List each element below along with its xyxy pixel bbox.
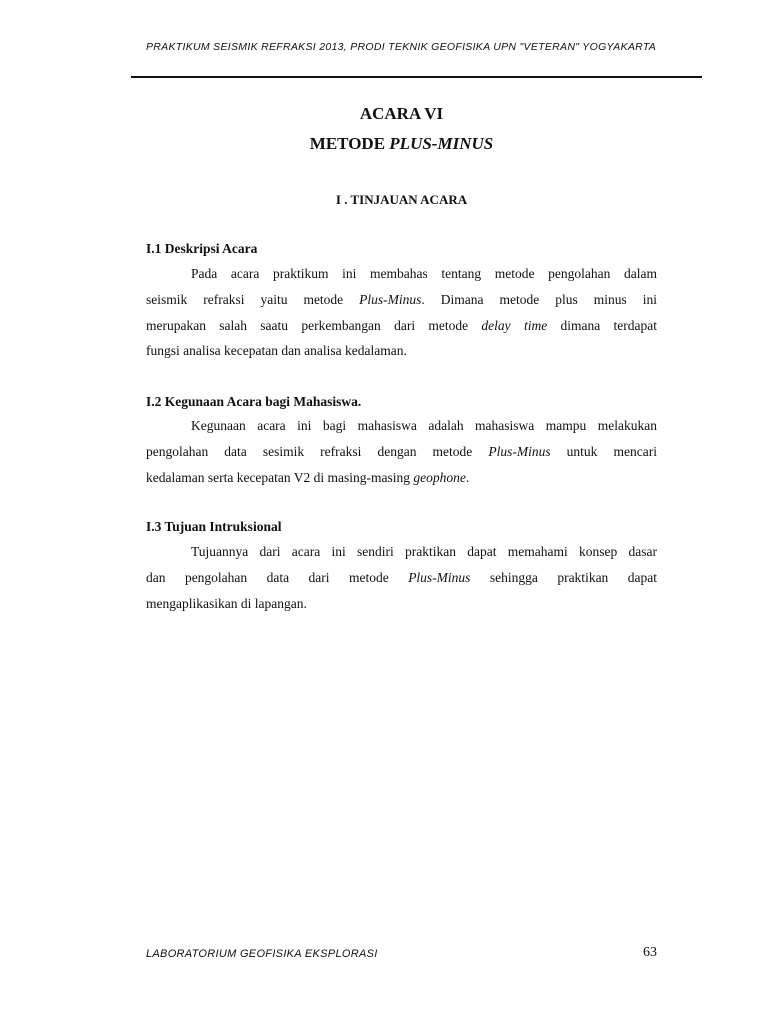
paragraph-2 [146,413,657,490]
paragraph-line [146,565,657,591]
paragraph-line [146,465,657,491]
paragraph-line: mengaplikasikan di lapangan. [146,595,307,611]
page-number: 63 [643,945,657,960]
running-footer: LABORATORIUM GEOFISIKA EKSPLORASI [146,948,378,960]
paragraph-line: Tujuannya dari acara ini sendiri praktikan dapat memahami konsep dasar [191,544,657,559]
text-run: pengolahan data sesimik refraksi dengan metode [146,443,489,459]
text-run: untuk mencari [550,443,657,459]
text-run: sehingga praktikan dapat [470,569,657,585]
text-run: dan pengolahan data dari metode [146,569,409,585]
italic-term: geophone [413,469,466,485]
paragraph-3 [146,539,657,616]
subsection-heading-3: I.3 Tujuan Intruksional [146,519,282,534]
italic-term: delay time [481,317,548,333]
text-run: . Dimana metode plus minus ini [421,291,657,307]
paragraph-line: Pada acara praktikum ini membahas tentang metode pengolahan dalam [191,266,657,281]
text-run: merupakan salah saatu perkembangan dari metode [146,317,482,333]
italic-term: Plus-Minus [488,443,551,459]
text-run: . [465,469,470,485]
paragraph-line [146,439,657,465]
subsection-heading-2: I.2 Kegunaan Acara bagi Mahasiswa. [146,394,362,409]
header-divider [131,76,702,78]
running-header: PRAKTIKUM SEISMIK REFRAKSI 2013, PRODI TEKNIK GEOFISIKA UPN "VETERAN" YOGYAKARTA [146,41,657,53]
chapter-title: ACARA VI [359,104,444,123]
italic-term: Plus-Minus [408,569,471,585]
text-run: kedalaman serta kecepatan V2 di masing-masing [146,469,414,485]
paragraph-line [146,313,657,339]
subsection-heading-1: I.1 Deskripsi Acara [146,241,258,256]
subtitle-italic: PLUS-MINUS [389,134,494,153]
paragraph-line: fungsi analisa kecepatan dan analisa kedalaman. [146,343,407,359]
section-heading: I . TINJAUAN ACARA [335,192,468,207]
paragraph-line [146,287,657,313]
paragraph-line: Kegunaan acara ini bagi mahasiswa adalah mahasiswa mampu melakukan [191,418,657,433]
text-run: seismik refraksi yaitu metode [146,291,360,307]
text-run: dimana terdapat [547,317,657,333]
chapter-subtitle [146,134,657,154]
paragraph-1 [146,261,657,364]
subtitle-prefix: METODE [309,134,390,153]
italic-term: Plus-Minus [359,291,422,307]
